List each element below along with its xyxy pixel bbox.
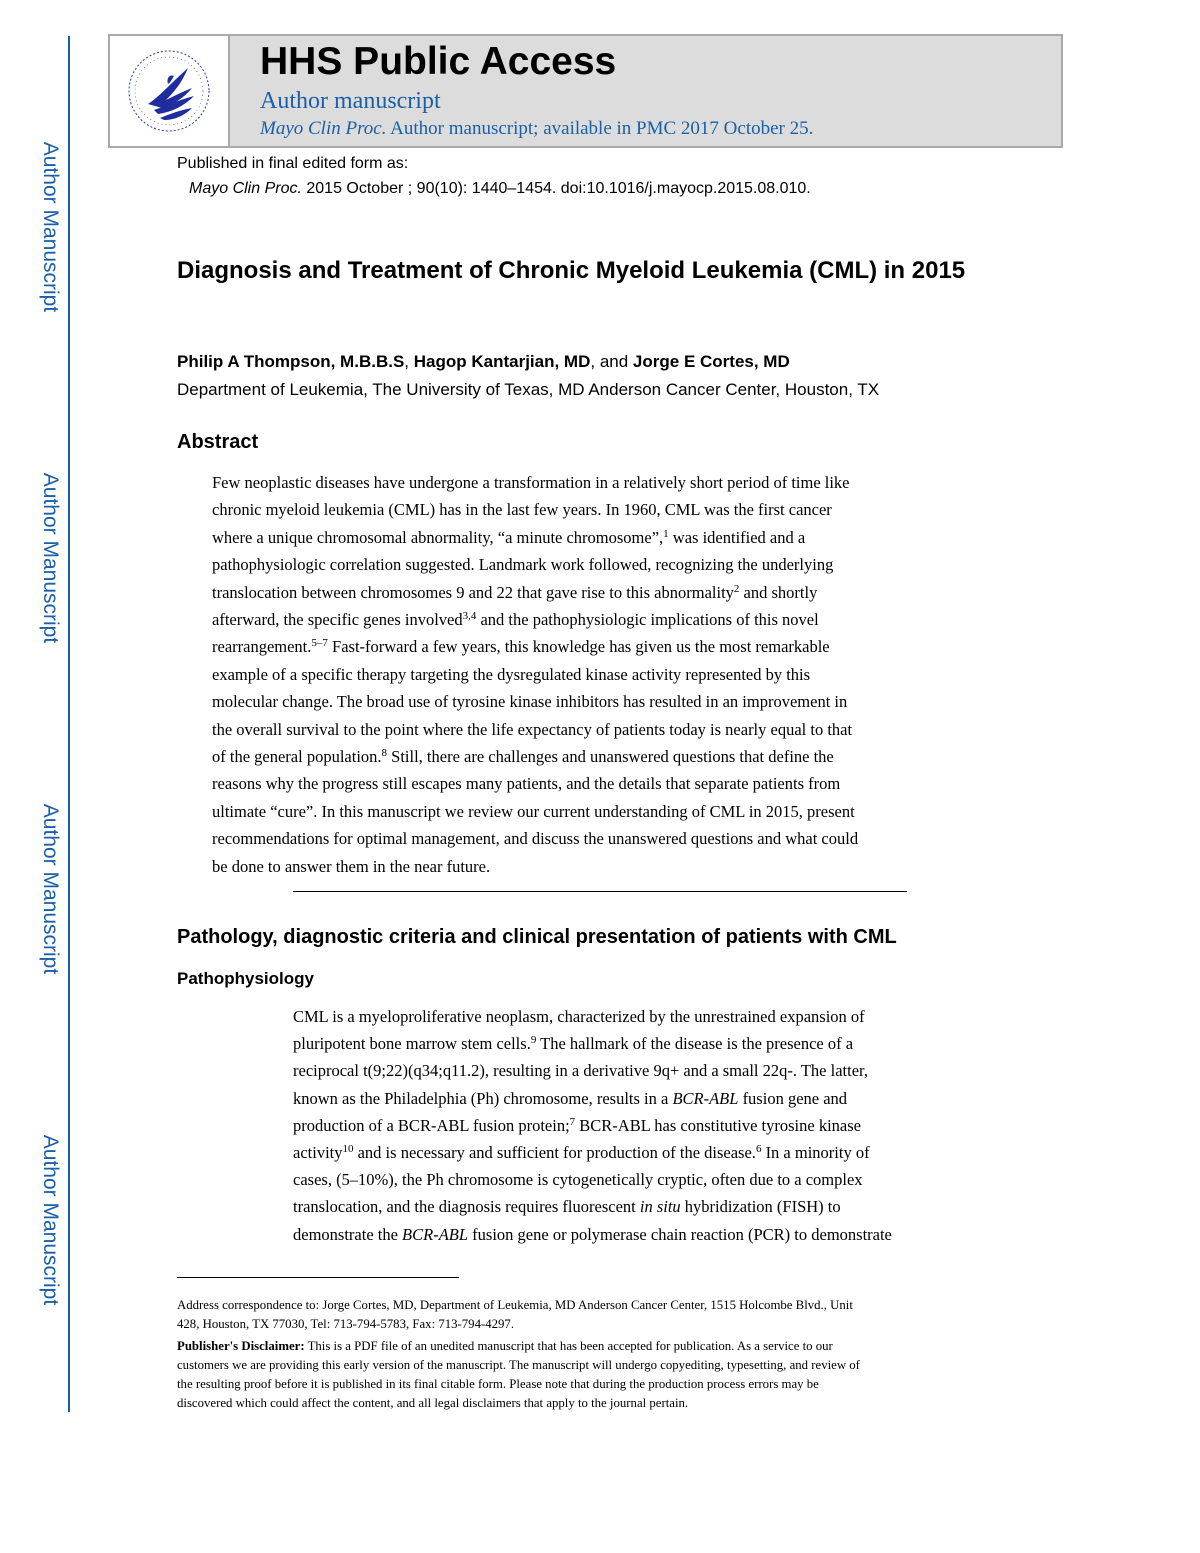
reference-link[interactable]: 5–7	[311, 637, 328, 650]
abstract-line: pathophysiologic correlation suggested. Landmark work followed, recognizing the underlying	[212, 555, 834, 575]
abstract-line: molecular change. The broad use of tyrosine kinase inhibitors has resulted in an improvement in	[212, 692, 848, 712]
reference-link[interactable]: 7	[569, 1115, 576, 1128]
hhs-header	[108, 34, 1063, 148]
abstract-line: chronic myeloid leukemia (CML) has in the last few years. In 1960, CML was the first cancer	[212, 500, 832, 520]
hhs-public-access-title: HHS Public Access	[260, 40, 617, 83]
abstract-line: where a unique chromosomal abnormality, “a minute chromosome”,$^1$ was identified and a	[212, 527, 806, 547]
abstract-line: recommendations for optimal management, and discuss the unanswered questions and what could	[212, 829, 859, 849]
affiliation: Department of Leukemia, The University of Texas, MD Anderson Cancer Center, Houston, TX	[177, 380, 880, 399]
author-manuscript-label: Author manuscript	[260, 88, 441, 114]
author-list: Philip A Thompson, M.B.B.S, Hagop Kantarjian, MD, and Jorge E Cortes, MD	[177, 352, 790, 371]
reference-link[interactable]: 9	[530, 1034, 537, 1047]
logo-cell	[110, 36, 230, 146]
sidebar-rule	[68, 36, 70, 1412]
body-line: translocation, and the diagnosis requires fluorescent in situ hybridization (FISH) to	[293, 1197, 841, 1217]
body-line: activity$^{10}$ and is necessary and sufficient for production of the disease.$^6$ In a minority of	[293, 1143, 870, 1163]
reference-link[interactable]: 6	[755, 1143, 762, 1156]
article-title: Diagnosis and Treatment of Chronic Myeloid Leukemia (CML) in 2015	[177, 257, 966, 284]
reference-link[interactable]: 3,4	[462, 610, 477, 623]
reference-link[interactable]: 10	[342, 1143, 354, 1156]
abstract-body	[212, 469, 1002, 880]
abstract-line: the overall survival to the point where the life expectancy of patients today is nearly equal to that	[212, 719, 853, 739]
abstract-line: Few neoplastic diseases have undergone a transformation in a relatively short period of time like	[212, 473, 850, 492]
abstract-line: translocation between chromosomes 9 and 22 that gave rise to this abnormality$^2$ and shortly	[212, 582, 818, 602]
abstract-line: ultimate “cure”. In this manuscript we review our current understanding of CML in 2015, present	[212, 801, 855, 821]
subsection-heading: Pathophysiology	[177, 969, 314, 988]
published-label: Published in final edited form as:	[177, 155, 409, 172]
footnote-rule	[177, 1277, 459, 1278]
hhs-eagle-seal-icon	[126, 48, 212, 134]
reference-link[interactable]: 1	[663, 527, 669, 540]
header-banner	[230, 36, 1061, 146]
body-line: pluripotent bone marrow stem cells.$^9$ The hallmark of the disease is the presence of a	[293, 1034, 854, 1054]
publisher-disclaimer: Publisher's Disclaimer: This is a PDF file of an unedited manuscript that has been accepted for publication. As a service to our customers we are providing this early version of the manuscript. The manuscript will undergo copyediting, typesetting, and review of the resulting proof before it is published in its final citable form. Please note that during the production process errors may be discovered which could affect the content, and all legal disclaimers that apply to the journal pertain.	[177, 1339, 860, 1410]
section-separator	[293, 891, 907, 892]
body-line: demonstrate the BCR-ABL fusion gene or polymerase chain reaction (PCR) to demonstrate	[293, 1224, 892, 1244]
body-line: CML is a myeloproliferative neoplasm, characterized by the unrestrained expansion of	[293, 1007, 865, 1026]
body-line: production of a BCR-ABL fusion protein;$^7$ BCR-ABL has constitutive tyrosine kinase	[293, 1115, 861, 1135]
body-line: cases, (5–10%), the Ph chromosome is cytogenetically cryptic, often due to a complex	[293, 1170, 863, 1190]
reference-link[interactable]: 8	[381, 747, 388, 760]
abstract-line: afterward, the specific genes involved$^{3,4}$ and the pathophysiologic implications of this novel	[212, 610, 819, 630]
abstract-line: of the general population.$^8$ Still, there are challenges and unanswered questions that define the	[212, 747, 834, 767]
body-line: reciprocal t(9;22)(q34;q11.2), resulting in a derivative 9q+ and a small 22q-. The latter,	[293, 1061, 868, 1081]
reference-link[interactable]: 2	[733, 582, 740, 595]
abstract-line: be done to answer them in the near future.	[212, 856, 491, 876]
abstract-line: rearrangement.$^{5-7}$ Fast-forward a few years, this knowledge has given us the most remarkable	[212, 637, 830, 657]
section-body	[293, 1003, 1033, 1248]
availability-line: Mayo Clin Proc. Author manuscript; available in PMC 2017 October 25.	[260, 118, 814, 139]
abstract-line: example of a specific therapy targeting the dysregulated kinase activity represented by this	[212, 664, 811, 684]
abstract-line: reasons why the progress still escapes many patients, and the details that separate patients from	[212, 774, 841, 794]
section-heading: Pathology, diagnostic criteria and clinical presentation of patients with CML	[177, 926, 897, 948]
correspondence-footnote: Address correspondence to: Jorge Cortes, MD, Department of Leukemia, MD Anderson Cancer Center, 1515 Holcombe Blvd., Unit 428, Houston, TX 77030, Tel: 713-794-5783, Fax: 713-794-4297.	[177, 1298, 853, 1331]
body-line: known as the Philadelphia (Ph) chromosome, results in a BCR-ABL fusion gene and	[293, 1088, 848, 1108]
abstract-heading: Abstract	[177, 431, 259, 453]
citation: Mayo Clin Proc. 2015 October ; 90(10): 1440–1454. doi:10.1016/j.mayocp.2015.08.010.	[189, 180, 811, 197]
